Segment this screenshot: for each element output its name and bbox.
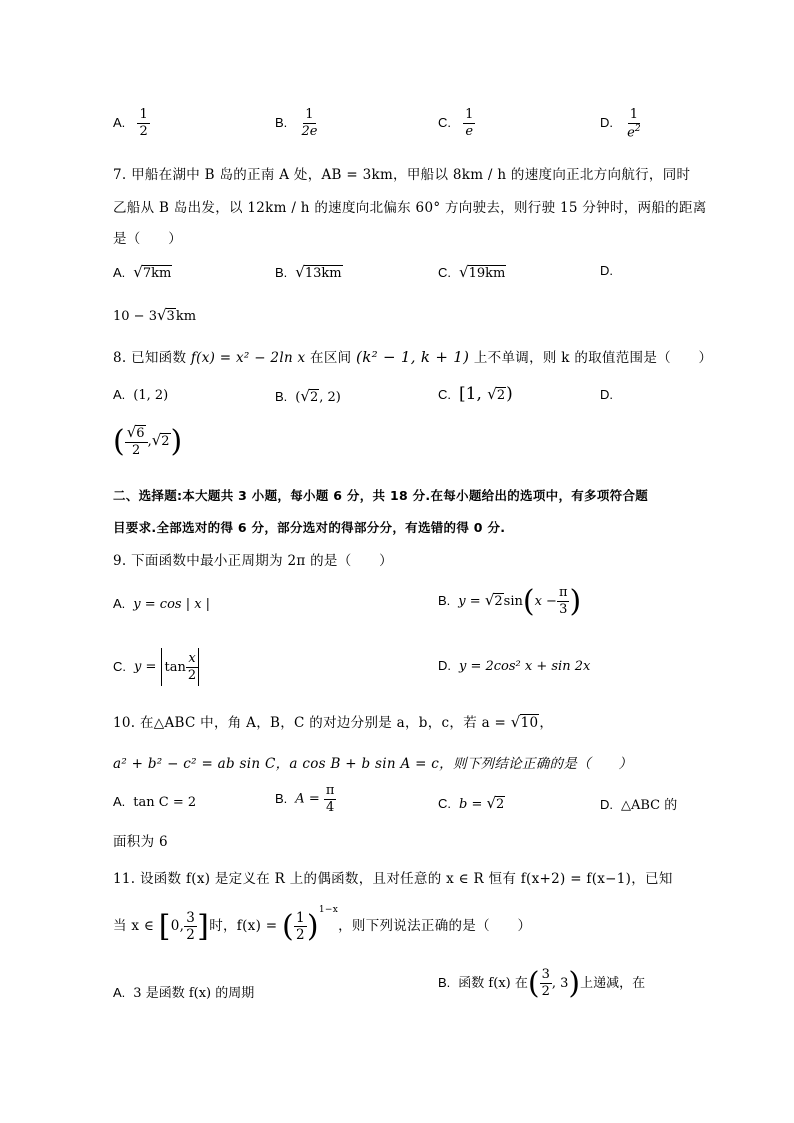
q7-option-d-value: 10 − 3√3km [113,306,197,324]
option-label: C. [438,114,451,130]
q9-option-b: B. y = √2sin(x − $\frac{\pi}{3}$ ) [438,584,582,619]
q10-option-d-continued: 面积为 6 [113,834,168,850]
q7-option-c: C. √19km [438,263,506,281]
sqrt-sign: √ [510,713,521,731]
q9-stem: 9. 下面函数中最小正周期为 2π 的是（ ） [113,553,393,569]
fraction: $\frac{x}{2}$ [187,650,197,683]
sqrt-sign: √ [300,387,310,405]
q6-option-b [275,108,319,138]
fraction: $\frac{1}{e^2}$ [627,107,641,140]
q8-option-a: A. (1, 2) [113,387,169,403]
sqrt-sign: √ [459,263,469,281]
fraction: $\frac{\pi}{4}$ [325,783,335,815]
q9-option-c: C. y = tan $\frac{x}{2}$ [113,648,199,686]
q11-line-1: 11. 设函数 f(x) 是定义在 R 上的偶函数，且对任意的 x ∈ R 恒有 f(x+2) = f(x−1)，已知 [113,871,673,887]
q8-stem: 8. 已知函数 f(x) = x² − 2ln x 在区间 (k² − 1, k + 1) 上不单调，则 k 的取值范围是（ ） [113,348,713,366]
q7-line-3: 是（ ） [113,231,182,247]
sqrt-sign: √ [484,591,495,609]
option-label: B. [275,114,288,130]
q6-option-d [600,108,643,140]
fraction: $\frac{\pi}{3}$ [558,585,568,617]
q8-option-d: D. [600,387,613,402]
fraction: $\frac{√6}{2}$ [125,425,148,457]
q7-option-b: B. √13km [275,263,342,281]
q10-option-c: C. b = √2 [438,794,505,812]
q10-option-d: D. △ABC 的 [600,797,678,813]
q10-option-a: A. tan C = 2 [113,794,197,810]
sqrt-sign: √ [151,431,162,449]
sqrt-sign: √ [486,794,497,812]
q10-line-2: a² + b² − c² = ab sin C，a cos B + b sin A = c，则下列结论正确的是（ ） [113,756,633,772]
sqrt-sign: √ [156,306,167,324]
q10-line-1: 10. 在△ABC 中，角 A，B，C 的对边分别是 a，b，c，若 a = √10， [113,713,554,731]
q7-option-d: D. [600,263,613,278]
fraction: $\frac{3}{2}$ [541,967,550,999]
fraction: $\frac{1}{2}$ [139,107,148,139]
q9-option-a: A. y = cos | x | [113,596,211,612]
q7-option-a: A. √7km [113,263,172,281]
sqrt-sign: √ [133,263,143,281]
q7-line-1: 7. 甲船在湖中 B 岛的正南 A 处，AB = 3km，甲船以 8km / h 的速度向正北方向航行，同时 [113,167,691,183]
q8-option-b: B. (√2, 2) [275,387,341,405]
option-label: A. [113,114,126,130]
fraction: $\frac{1}{e}$ [465,107,474,139]
q11-line-2: 当 x ∈ [0, $\frac{3}{2}$ ]时，f(x) = ( $\frac{1}{2}$ )$^{1-x}$，则下列说法正确的是（ ） [113,905,532,944]
fraction: $\frac{1}{2}$ [295,909,305,943]
q10-option-b: B. A = $\frac{\pi}{4}$ [275,783,335,815]
q9-option-d: D. y = 2cos² x + sin 2x [438,658,591,674]
q6-option-a [113,108,150,138]
sqrt-sign: √ [295,263,305,281]
q7-line-2: 乙船从 B 岛出发，以 12km / h 的速度向北偏东 60° 方向驶去，则行驶 15 分钟时，两船的距离 [113,200,707,216]
fraction: $\frac{3}{2}$ [186,909,196,943]
q8-option-d-value: ( $\frac{√6}{2}$ ,√2) [113,423,183,459]
q11-option-b: B. 函数 f(x) 在( $\frac{3}{2}$ , 3)上递减，在 [438,966,646,1001]
q8-option-c: C. [1, √2) [438,384,513,404]
sqrt-sign: √ [487,385,497,403]
section-2-heading-line-2: 目要求.全部选对的得 6 分，部分选对的得部分分，有选错的得 0 分. [113,520,506,535]
q11-option-a: A. 3 是函数 f(x) 的周期 [113,985,255,1001]
q6-option-c [438,108,475,138]
option-label: D. [600,115,613,131]
sqrt-sign: √ [126,423,137,442]
fraction: $\frac{1}{2e}$ [301,107,318,139]
section-2-heading-line-1: 二、选择题:本大题共 3 小题，每小题 6 分，共 18 分.在每小题给出的选项中，有多项符合题 [113,488,649,503]
